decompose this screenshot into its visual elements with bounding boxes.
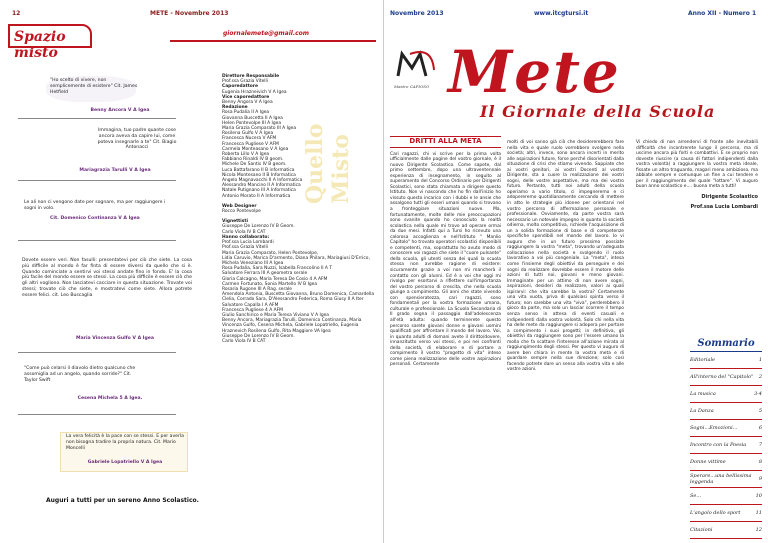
credits-name: Benny Ancora, Mariagrazia Tarulli, Domenico Continanza, Maria Vincenza Gulfo, Cesena Michela, Gabriele Lopatriello, Eugenia Hraznevich Rosilena Gulfo, Rita Maggiore VA Igea (222, 318, 362, 334)
article-column-3 (636, 140, 758, 210)
quote-author: Mariagrazia Tarulli V A Igea (79, 168, 151, 173)
credits-name: Prof.ssa Grazia Vitelli (222, 79, 268, 85)
credits-name: Amendola Antonia, Buscetta Giovanna, Bruno Domenica, Camardella Clelia, Corrado Sara, D'Alessandro Federica, Roma Giusy II A Iter (222, 292, 375, 303)
toc-item-page: 12 (755, 527, 762, 533)
issue-date: Novembre 2013 (390, 10, 444, 17)
toc-item-label: Editoriale (690, 357, 715, 363)
credits-name: Gloria Calcagno, Maria Teresa De Cosio 4 A AFM (222, 276, 328, 282)
toc-title: Sommario (690, 338, 762, 352)
credits-role: Vice caporedattore (222, 94, 270, 100)
credits-name: Antonio Morato II A Informatica (222, 193, 291, 199)
credits-role: Hanno collaborato: (222, 234, 270, 240)
toc-item-label: Citazioni (690, 527, 713, 533)
credits-name: Salvatore Capalla I A AFM (222, 302, 279, 308)
credits-name: Francesca Pugliese V AFM (222, 141, 279, 147)
right-page (384, 0, 768, 543)
credits-name: Giovanna Buscetta II A Igea (222, 115, 283, 121)
credits-name: Roberta Lillo V A Igea (222, 152, 270, 158)
credits-name: Michele De Santis IV B geom. (222, 162, 287, 168)
side-word: Quello Misto (302, 123, 354, 204)
credits-name: Fabbiano Rinaldi IV B geom. (222, 157, 284, 163)
credits-name: Luca Battafarano II B informatica (222, 167, 295, 173)
credits-name: Maria Grazia Comparato, Helen Pontevolpe, (222, 250, 319, 256)
toc-item-label: All'interno del "Capitolo" (690, 374, 754, 380)
credits-name: Rosilena Gulfo V A Igea (222, 131, 274, 137)
footer-greeting: Auguri a tutti per un sereno Anno Scolastico. (46, 497, 199, 504)
credits-name: Carmela Monteasano V A Igea (222, 146, 289, 152)
issue-number: Anno XII - Numero 1 (688, 10, 757, 17)
masthead-title: Mete (448, 38, 621, 106)
credits-name: Eugenia Hrazneivich V A Igea (222, 89, 287, 95)
divider (18, 118, 176, 119)
quote-author: Benny Ancora V A Igea (90, 108, 150, 113)
quote-2: Immagina, tuo padre quante cose ancora aveva da capire lui, come poteva insegnarle a te" Cit. Biagio Antonacci (97, 128, 177, 151)
quote-author: Cit. Domenico Continanza V A Igea (50, 216, 140, 221)
toc-item-page: 5 (758, 408, 762, 414)
toc-item[interactable] (690, 454, 762, 471)
masthead-subtitle: Il Giornale della Scuola (480, 102, 716, 121)
email-address: giornalemete@gmail.com (223, 30, 310, 37)
toc-item-label: Donne vittime (690, 459, 726, 465)
quote-3: Le ali non ci vengono date per sognare, ma per raggiungere i sogni in volo. (24, 200, 166, 211)
toc-item-page: 2 (758, 374, 762, 380)
quote-1 (50, 78, 140, 95)
credits-name: Salvatore Ferrara III A geometra serale (222, 271, 308, 277)
credits-role: Caporedattore (222, 84, 258, 90)
credits-name: Benny Angora V A Igea (222, 100, 273, 106)
toc-item[interactable] (690, 403, 762, 420)
article-text: Vi chiedo di non arrendervi di fronte alle inevitabili difficoltà che incontrerete lungo il percorso, ma di uscirne ancora più forti e combattivi. E se proprio non doveste riuscire (a causa di fattori indipendenti dalla vostra volontà) a raggiungere la vostra meta ideale, fissate un altro traguardo, magari meno ambizioso, ma abbiate sempre e comunque un fine a cui tendere e per il raggiungimento del quale "lottare". Vi auguro buon anno scolastico e.... buona meta a tutti! (636, 140, 758, 190)
toc-item-label: La musica (690, 391, 716, 397)
article-title: DRITTI ALLA META (390, 136, 501, 148)
credits-name: Helen Pontevolpe III A Igea (222, 120, 282, 126)
toc-item-page: 1 (758, 357, 762, 363)
credits-name: Rosa Pudalia II A Igea (222, 110, 270, 116)
toc-item-label: Sogni...Emozioni... (690, 425, 738, 431)
article-column-2: molti di voi sanno già ciò che desidererebbero fare nella vita e quale ruolo vorrebbero svolgere nella società; altri, invece, sono ancora incerti in merito alle aspirazioni future, forse perché disorientati dalla situazione di crisi che stiamo vivendo. Sappiate che ai vostri genitori, ai vostri Docenti al vostro Dirigente, sta a cuore la realizzazione dei vostri sogni, delle vostre aspettative, ma ma dei vostro futuro. Pertanto, tutti noi adulti della scuola operiamo a vario titolo, ci impegneremo e ci adopereremo quotidianamente cercando di mettere in atto le strategie più idonee per orientarvi nel vostro percorso di affermazione personale e professionale. Ovviamente, da parte vostra sarà necessario un notevole impegno in quanto la società odierna, molto competitiva, richiede l'acquisizione di un a solida formazione di base e di competenze specifiche spendibili nel mondo del lavoro. Io vi auguro che in un futuro prossimo possiate raggiungere la vostra "meta", trovando un'adeguata collocazione nella società e svolgendo il ruolo lavorativo a voi più congeniale. La "meta", intesa come l'insieme degli obiettivi da perseguire e dei sogni da realizzare dovrebbe essere il motore delle azioni di tutti noi, giovani e meno giovani. Immaginate per un attimo di non avere sogni, aspirazioni, desideri da realizzare, valori ai quali ispirarvi: che vita sarebbe la vostra? Certamente una vita vuota, priva di qualsiasi spinta verso il futuro; non sarebbe una vita "viva", perderebbero il gioco da parte, ma solo un lasciar scorrere il tempo senza senso in attesa di eventi casuali e indipendenti dalla vostra volontà. Solo chi nella vita ha delle mete da raggiungere si adopera per portare a compimento i suoi progetti; in definitiva, gli obiettivi da raggiungere sono per l'essere umano la molla che fa scattare l'interesse all'azione mirata al raggiungimento degli stessi. Per questo vi auguro di avere ben chiara in mente la vostra meta e di guardare sempre nella sue direzione; solo così facendo potrete dare un senso alla vostra vita e alle vostre azioni. (507, 140, 624, 373)
toc-item-page: 6 (758, 425, 762, 431)
quote-text: "Ho scelto di vivere, non semplicemente di esistere" Cit. James Hetfield (50, 78, 138, 95)
credits-name: Maria Grazia Comparato III A Igea (222, 126, 297, 132)
credits-name: Prof.ssa Lucia Lombardi (222, 240, 274, 246)
credits-role: Direttore Responsabile (222, 74, 280, 79)
toc-item-page: 9 (758, 476, 762, 482)
credits-name: Angelo Magnavacchi II A Informatica (222, 178, 303, 184)
credits-name: Rosa Pudalia, Sara Nuzzi, Isabella Francolino II A T (222, 266, 332, 272)
toc-item[interactable] (690, 369, 762, 386)
credits-name: Prof.ssa Grazia Vitelli (222, 245, 268, 251)
toc-item-label: Se... (690, 493, 702, 499)
toc-item-label: L'angolo dello sport (690, 510, 741, 516)
credits-name: Carlo Viola IV B CAT (222, 229, 266, 235)
signature-role: Dirigente Scolastico (701, 193, 758, 200)
credits-name: Francesca Nucera V AFM (222, 136, 277, 142)
credits-name: Carlo Viola IV B CAT (222, 338, 266, 344)
quote-author: Gabriele Lopatriello V A Igea (87, 460, 163, 465)
page-header: METE - Novembre 2013 (150, 10, 229, 17)
toc-item[interactable] (690, 437, 762, 454)
credits-role: Redazione (222, 105, 248, 111)
credits-name: Nicola Montesano II B Informatica (222, 172, 296, 178)
divider (18, 240, 176, 241)
quote-4: Dovete essere veri. Non fasulli: presentatevi per ciò che siete. La cosa più difficile al mondo è far finta di essere diversi da quello che si è. Quando cominciate a sentirvi voi stessi andate fino in fondo. E' la cosa più facile del mondo essere se stessi. La cosa più difficile è essere ciò che gli altri vogliono. Non lasciatevi cacciare in questa situazione. Trovate voi stessi; trovate ciò che siete, e mostratevi come siete. Allora potrete essere felici. cit. Leo Buscaglia (22, 258, 192, 298)
divider (18, 352, 176, 353)
toc-item[interactable] (690, 386, 762, 403)
toc-item-label: Sperare...una bellissima leggenda (690, 473, 752, 485)
credits-name: Giuseppe De Lorenzo IV B Geom. (222, 333, 295, 339)
credits-role: Web Designer (222, 203, 257, 209)
article-column-1 (390, 136, 501, 368)
quote-6: La vera felicità è la pace con se stessi. E per averla non bisogna tradire la propria natura. Cit. Mario Moncelli (66, 434, 184, 451)
credits-name: Giulio Sanchirico e Maria Teresa Viviano V A Igea (222, 312, 330, 318)
header-divider (170, 40, 376, 42)
quote-5: "Come può celarsi il diavolo dietro qualcuno che assomiglia ad un angelo, quando sorride?" Cit. Taylor Swift (24, 366, 136, 383)
quote-author: Cesena Michela 5 A Igea. (77, 396, 143, 401)
toc-item[interactable] (690, 352, 762, 369)
toc-item-page: 7 (758, 442, 762, 448)
credits-name: Carmen Fortunato, Sonia Martello IV B Igea (222, 281, 318, 287)
credits-name: Natale Putignano III A Informatica (222, 188, 296, 194)
toc-item[interactable] (690, 471, 762, 488)
toc-item[interactable] (690, 505, 762, 522)
website-link[interactable]: www.itcgtursi.it (534, 10, 589, 17)
credits-name: Giuseppe De Lorenzo IV B Geom. (222, 224, 295, 230)
toc-item[interactable] (690, 522, 762, 539)
toc-item-page: 3-4 (753, 391, 762, 397)
toc-item-label: Incontro con la Poesia (690, 442, 747, 448)
page-number: 12 (12, 10, 21, 17)
toc-item[interactable] (690, 420, 762, 437)
table-of-contents (690, 338, 762, 539)
divider (18, 414, 176, 415)
toc-item-page: 8 (758, 459, 762, 465)
toc-item[interactable] (690, 488, 762, 505)
quote-author: Maria Vincenza Gulfo V A Igea (76, 336, 154, 341)
credits-name: Rosaria Rugone III A Rag. serale (222, 286, 292, 292)
toc-item-page: 10 (755, 493, 762, 499)
toc-item-label: La Danza (690, 408, 714, 414)
article-text: Cari ragazzi, chi vi scrive per la prima volta ufficialmente dalle pagine del vostro giornale, è il nuovo Dirigente Scolastico. Come sapete, dal primo settembre, dopo una ultraventennale esperienza di insegnamento, in seguito al superamento del Concorso Ordinario per Dirigenti Scolastici, sono stata chiamata a dirigere questo Istituto. Non vi nascondo che ho fin dall'inizio ho vissuto questo incarico con i dubbi e le ansie che assalgono tutti gli esseri umani quando si trovano a fronteggiare situazioni nuove. Ma, fortunatamente, molte delle mie preoccupazioni sono svanite quando ho conosciuto la realtà scolastica nella quale mi trovo ad operare ormai da due mesi. Infatti qui a Tursi ho ricevuto una calorosa accoglienza e nell'Istituto " Manlio Capitolo" ho trovato operatori scolastici disponibili e competenti, ma, soprattutto ho avuto modo di conoscere voi ragazzi che siete il "cuore pulsante" della scuola, gli utenti senza dei quali la scuola stessa non avrebbe ragione di esistere: sicuramente grazie a voi non mi mancherà il contatto con gli alunni. Ed è a voi che oggi mi rivolgo per esortarvi a riflettere sull'importanza del vostro percorso di crescita, che nella scuola giunge a compimento. Gli anni che state vivendo con spensieratezza, cari ragazzi, sono fondamentali per la vostra formazione umana, culturale e professionale. La Scuola Secondaria di II grado segna il passaggio dall'adolescenza all'età adulta: quando terminerete questo percorso sarete giovani donne e giovani uomini qualificati per affrontare il mondo del lavoro. Voi, in quanto adulti di domani avete il diritto/dovere, innanzitutto verso voi stessi, e poi nei confronti della società, di elaborare e di portare a compimento il vostro "progetto di vita" inteso come piena realizzazione delle vostre aspirazioni personali. Certamente (390, 151, 501, 368)
credits-name: Francesca Pugliese 4 A AFM (222, 307, 283, 313)
section-title: Spazio misto (8, 24, 92, 48)
signature-name: Prof.ssa Lucia Lombardi (690, 203, 758, 210)
credits-name: Rocco Pontevolpe (222, 209, 261, 215)
school-logo-icon (392, 46, 440, 86)
credits-name: Alessandro Mancino II A Informatica (222, 183, 301, 189)
logo-caption: Mastro CAPIOSO (394, 84, 430, 89)
toc-list (690, 352, 762, 539)
credits-role: Vignettisti (222, 219, 248, 225)
divider (18, 180, 176, 181)
credits-name: Lidia Caruvio, Marica D'armento, Diana Philara, Mariagiusi D'Errico, Michela Veneziano III A Igea (222, 255, 370, 266)
toc-item-page: 11 (755, 510, 762, 516)
